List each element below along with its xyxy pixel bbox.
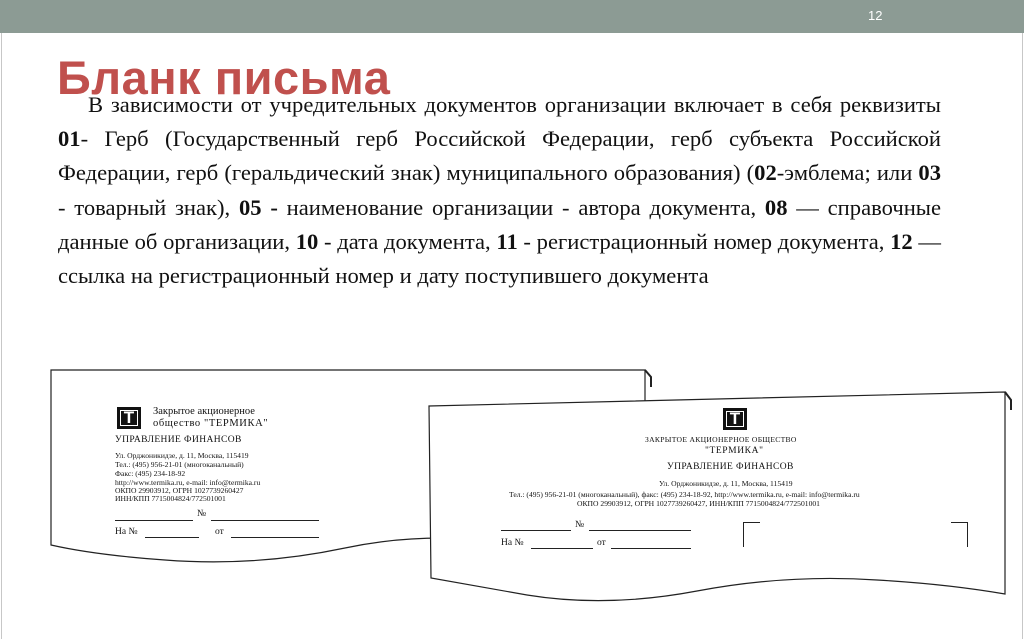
requisite-05: 05 - (238, 194, 278, 220)
frame-left-border (1, 33, 2, 639)
body-part-7: - дата документа, (318, 228, 497, 254)
org-name-line1: ЗАКРЫТОЕ АКЦИОНЕРНОЕ ОБЩЕСТВО (645, 435, 797, 444)
addressee-bracket-right (951, 522, 968, 547)
body-paragraph (58, 88, 941, 293)
reference-number-underline (531, 548, 593, 549)
org-name-line2: общество "ТЕРМИКА" (153, 418, 269, 429)
requisite-12: 12 (890, 228, 913, 254)
company-logo-icon: Т (723, 408, 747, 430)
top-bar (0, 0, 1024, 33)
requisite-02: 02 (754, 160, 777, 186)
contacts-line: Тел.: (495) 956-21-01 (многоканальный), факс: (495) 234-18-92, http://www.termika.ru, e-mail: info@termika.ru (509, 490, 860, 499)
slide-number: 12 (868, 8, 883, 23)
body-part-1: В зависимости от учредительных документов организации включает в себя реквизиты (88, 92, 941, 117)
reference-number-label: На № (115, 527, 138, 537)
body-part-8: - регистрационный номер документа, (517, 228, 891, 254)
reg-date-underline (501, 530, 571, 531)
body-part-6: — справочные данные об организации, (58, 194, 941, 254)
reg-number-underline (589, 530, 691, 531)
number-sign: № (575, 520, 585, 530)
number-sign: № (197, 509, 207, 519)
addressee-bracket-left (743, 522, 760, 547)
inn-line: ИНН/КПП 7715004824/772501001 (115, 494, 226, 503)
slide-title: Бланк письма (57, 51, 391, 104)
reference-date-underline (231, 537, 319, 538)
department-name: УПРАВЛЕНИЕ ФИНАНСОВ (115, 435, 242, 445)
body-part-5: наименование организации - автора документа, (277, 194, 765, 220)
org-name-line2: "ТЕРМИКА" (705, 446, 764, 456)
requisite-11: 11 (496, 228, 518, 254)
body-part-3: -эмблема; или (776, 160, 919, 186)
reference-number-underline (145, 537, 199, 538)
department-name: УПРАВЛЕНИЕ ФИНАНСОВ (667, 462, 794, 472)
ids-line: ОКПО 29903912, ОГРН 1027739260427, ИНН/КПП 7715004824/772501001 (577, 499, 820, 508)
okpo-line: ОКПО 29903912, ОГРН 1027739260427 (115, 486, 244, 495)
company-logo-icon: Т (117, 407, 141, 429)
requisite-03: 03 (918, 160, 941, 186)
body-part-2: - Герб (Государственный герб Российской Федерации, герб субъекта Российской Федерации, герб (геральдический знак) муниципального образования) ( (58, 126, 941, 186)
requisite-01: 01 (58, 126, 81, 152)
reference-date-label: от (215, 527, 224, 537)
letter-blank-centered (427, 388, 1017, 618)
reference-date-label: от (597, 538, 606, 548)
web-line: http://www.termika.ru, e-mail: info@termika.ru (115, 478, 261, 487)
address-line: Ул. Орджоникидзе, д. 11, Москва, 115419 (659, 479, 793, 488)
reg-date-underline (115, 520, 193, 521)
org-name-line1: Закрытое акционерное (153, 406, 255, 417)
reference-date-underline (611, 548, 691, 549)
requisite-10: 10 (295, 228, 319, 254)
reference-number-label: На № (501, 538, 524, 548)
fax-line: Факс: (495) 234-18-92 (115, 469, 186, 478)
phone-line: Тел.: (495) 956-21-01 (многоканальный) (115, 460, 244, 469)
requisite-08: 08 (764, 194, 788, 220)
body-part-9: — ссылка на регистрационный номер и дату поступившего документа (58, 228, 941, 289)
body-part-4: - товарный знак), (58, 194, 239, 220)
frame-right-border (1022, 33, 1023, 639)
reg-number-underline (211, 520, 319, 521)
address-line: Ул. Орджоникидзе, д. 11, Москва, 115419 (115, 451, 249, 460)
